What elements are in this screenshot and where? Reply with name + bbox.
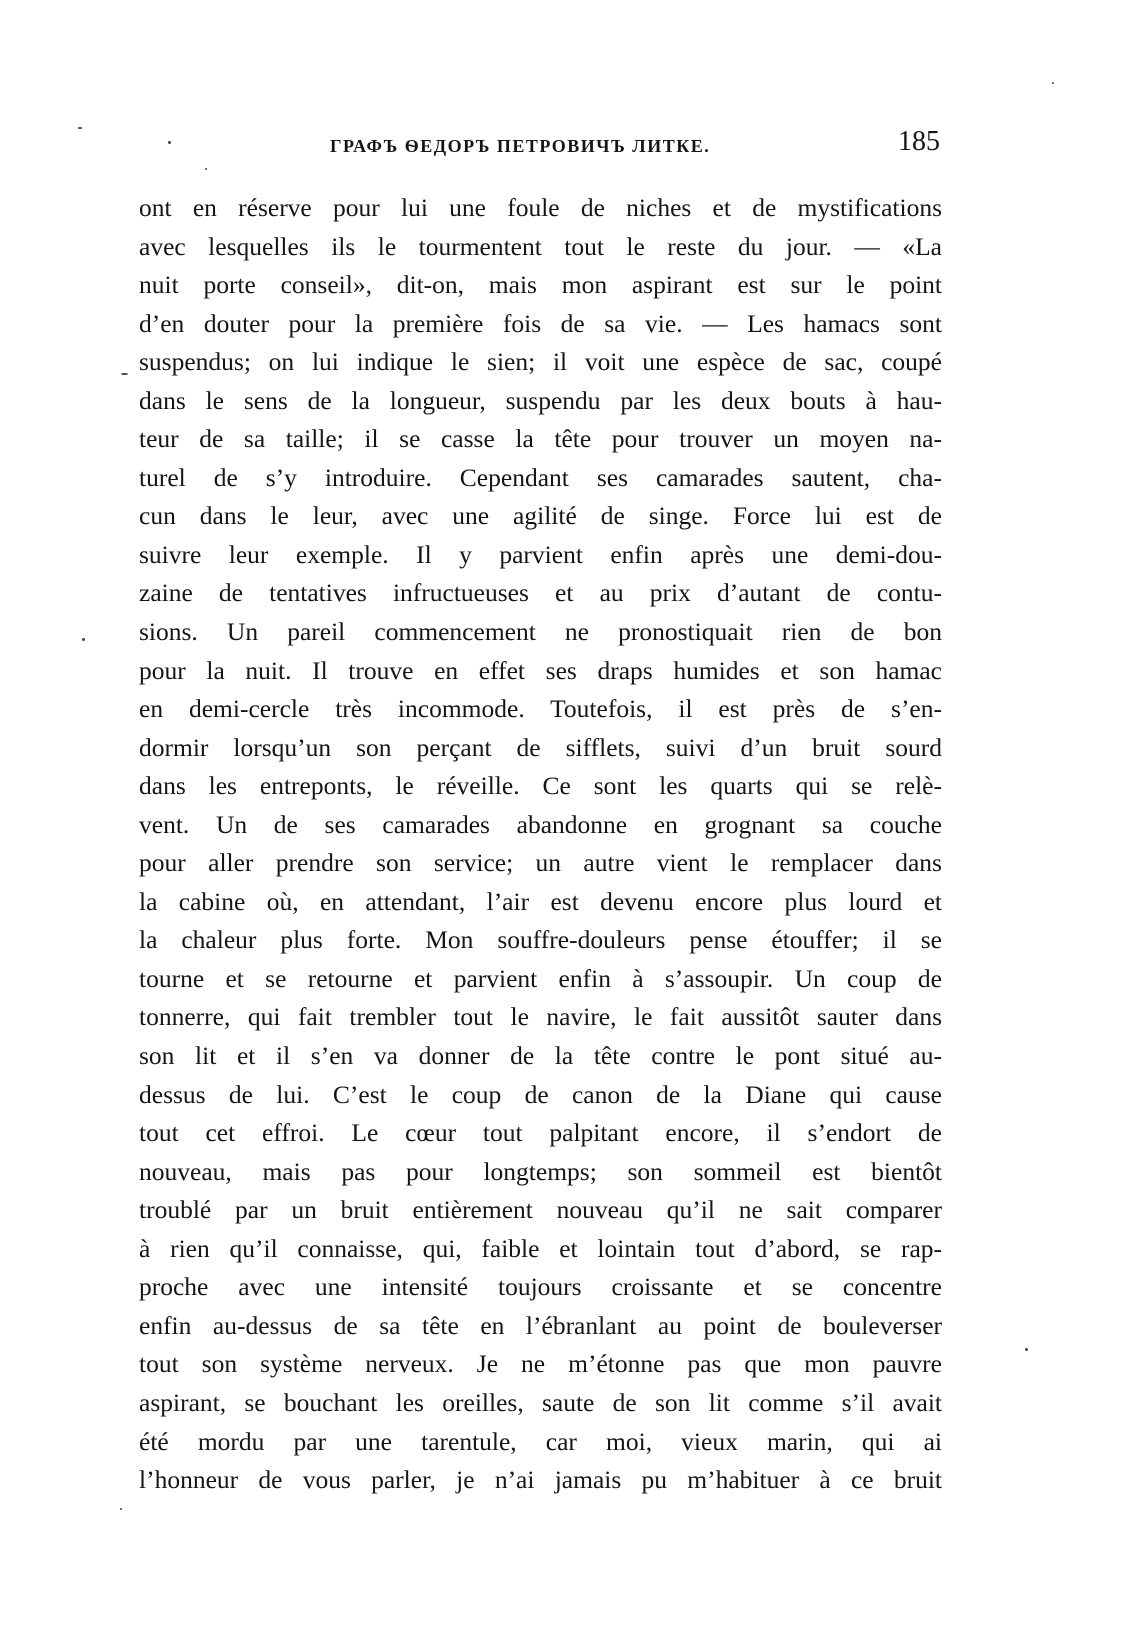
body-text	[139, 189, 942, 1500]
text-line: pour aller prendre son service; un autre vient le remplacer dans	[139, 848, 942, 878]
text-line: dessus de lui. C’est le coup de canon de la Diane qui cause	[139, 1079, 942, 1109]
text-line: tourne et se retourne et parvient enfin à s’assoupir. Un coup de	[139, 963, 942, 993]
page-number: 185	[898, 126, 940, 157]
scan-speck	[120, 1508, 122, 1510]
text-line: nuit porte conseil», dit-on, mais mon aspirant est sur le point	[139, 270, 942, 300]
text-line: la chaleur plus forte. Mon souffre-douleurs pense étouffer; il se	[139, 925, 942, 955]
text-line: suspendus; on lui indique le sien; il voit une espèce de sac, coupé	[139, 347, 942, 377]
text-line: été mordu par une tarentule, car moi, vieux marin, qui ai	[139, 1426, 942, 1456]
text-line: troublé par un bruit entièrement nouveau qu’il ne sait comparer	[139, 1195, 942, 1225]
text-line: l’honneur de vous parler, je n’ai jamais pu m’habituer à ce bruit	[139, 1465, 942, 1495]
text-line: nouveau, mais pas pour longtemps; son sommeil est bientôt	[139, 1156, 942, 1186]
text-line: teur de sa taille; il se casse la tête pour trouver un moyen na-	[139, 424, 942, 454]
text-line: cun dans le leur, avec une agilité de singe. Force lui est de	[139, 501, 942, 531]
text-line: ont en réserve pour lui une foule de niches et de mystifications	[139, 193, 942, 222]
text-line: enfin au-dessus de sa tête en l’ébranlant au point de bouleverser	[139, 1310, 942, 1340]
scan-speck	[205, 168, 207, 170]
text-line: à rien qu’il connaisse, qui, faible et lointain tout d’abord, se rap-	[139, 1233, 942, 1263]
text-line: tout cet effroi. Le cœur tout palpitant encore, il s’endort de	[139, 1118, 942, 1148]
text-line: dormir lorsqu’un son perçant de sifflets, suivi d’un bruit sourd	[139, 732, 942, 762]
text-line: aspirant, se bouchant les oreilles, saute de son lit comme s’il avait	[139, 1387, 942, 1417]
running-title: ГРАФЪ ѲЕДОРЪ ПЕТРОВИЧЪ ЛИТКЕ.	[330, 136, 711, 156]
scan-speck	[78, 127, 82, 129]
text-line: la cabine où, en attendant, l’air est devenu encore plus lourd et	[139, 886, 942, 916]
text-line: tout son système nerveux. Je ne m’étonne pas que mon pauvre	[139, 1349, 942, 1379]
text-line: dans les entreponts, le réveille. Ce sont les quarts qui se relè-	[139, 771, 942, 801]
text-line: pour la nuit. Il trouve en effet ses draps humides et son hamac	[139, 655, 942, 685]
text-line: vent. Un de ses camarades abandonne en grognant sa couche	[139, 809, 942, 839]
text-line: dans le sens de la longueur, suspendu par les deux bouts à hau-	[139, 385, 942, 415]
text-line: suivre leur exemple. Il y parvient enfin après une demi-dou-	[139, 539, 942, 569]
text-line: son lit et il s’en va donner de la tête contre le pont situé au-	[139, 1041, 942, 1071]
scan-speck	[168, 141, 171, 144]
scan-speck	[1052, 82, 1054, 84]
text-line: d’en douter pour la première fois de sa vie. — Les hamacs sont	[139, 308, 942, 338]
running-head	[140, 126, 940, 166]
text-line: proche avec une intensité toujours croissante et se concentre	[139, 1272, 942, 1302]
text-line: tonnerre, qui fait trembler tout le navire, le fait aussitôt sauter dans	[139, 1002, 942, 1032]
text-line: sions. Un pareil commencement ne pronostiquait rien de bon	[139, 617, 942, 647]
text-line: en demi-cercle très incommode. Toutefois, il est près de s’en-	[139, 694, 942, 724]
text-line: zaine de tentatives infructueuses et au prix d’autant de contu-	[139, 578, 942, 608]
text-line: turel de s’y introduire. Cependant ses camarades sautent, cha-	[139, 462, 942, 492]
scan-speck	[121, 373, 128, 375]
text-line: avec lesquelles ils le tourmentent tout le reste du jour. — «La	[139, 231, 942, 261]
scan-speck	[1025, 1348, 1028, 1351]
scan-speck	[82, 638, 85, 641]
